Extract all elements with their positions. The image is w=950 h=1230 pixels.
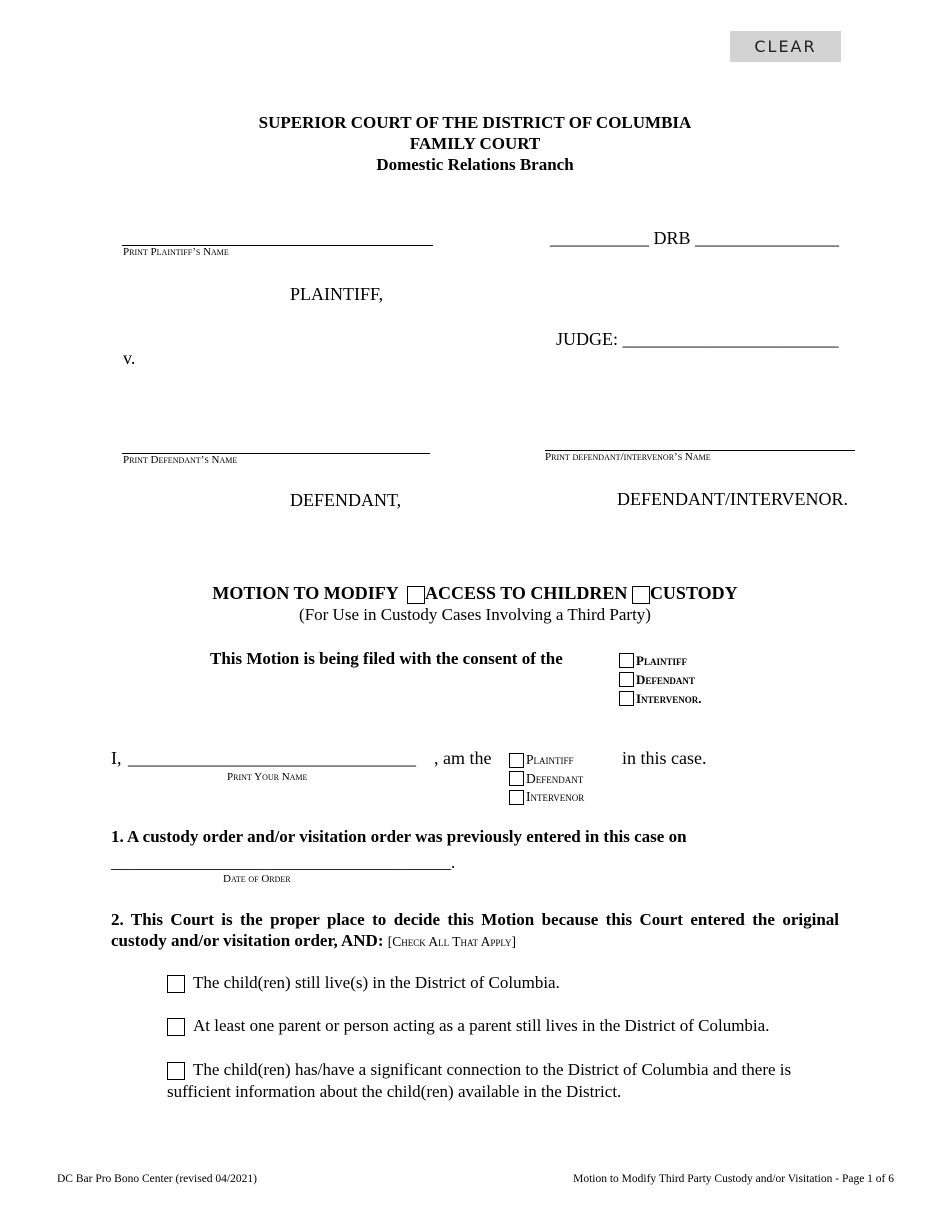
party-plaintiff-checkbox[interactable] (509, 753, 524, 768)
footer-left: DC Bar Pro Bono Center (revised 04/2021) (57, 1173, 257, 1185)
consent-plaintiff-checkbox[interactable] (619, 653, 634, 668)
consent-defendant-label: Defendant (636, 671, 695, 687)
option-significant-connection-label: The child(ren) has/have a significant connection to the District of Columbia and there is sufficient information about the child(ren) available in the District. (167, 1060, 792, 1101)
option-parent-lives-dc-checkbox[interactable] (167, 1018, 185, 1036)
section2-statement: 2. This Court is the proper place to decide this Motion because this Court entered the original custody and/or visitation order, AND: (111, 910, 839, 950)
access-to-children-checkbox[interactable] (407, 586, 425, 604)
court-name: SUPERIOR COURT OF THE DISTRICT OF COLUMBIA (258, 113, 692, 132)
defendant-name-field[interactable] (122, 436, 430, 454)
judge-field[interactable]: JUDGE: ________________________ (556, 329, 839, 349)
footer-right: Motion to Modify Third Party Custody and/or Visitation - Page 1 of 6 (573, 1173, 894, 1185)
party-name-field[interactable]: ________________________________ (128, 748, 416, 768)
court-branch: Domestic Relations Branch (376, 155, 574, 174)
section2-text (111, 909, 839, 952)
party-middle-text: , am the (434, 748, 492, 768)
court-division: FAMILY COURT (409, 134, 541, 153)
defendant-role: DEFENDANT, (290, 490, 402, 510)
option-child-lives-dc-checkbox[interactable] (167, 975, 185, 993)
defendant-name-label: Print Defendant’s Name (123, 454, 238, 466)
intervenor-name-label: Print defendant/intervenor’s Name (545, 451, 711, 463)
section2-option-1 (167, 973, 560, 993)
motion-subtitle: (For Use in Custody Cases Involving a Third Party) (299, 605, 651, 624)
consent-options (619, 651, 702, 708)
access-to-children-label: ACCESS TO CHILDREN (425, 583, 628, 603)
option-child-lives-dc-label: The child(ren) still live(s) in the District of Columbia. (193, 973, 560, 992)
section1-text: 1. A custody order and/or visitation order was previously entered in this case on (111, 827, 687, 846)
intervenor-role: DEFENDANT/INTERVENOR. (617, 489, 849, 509)
consent-intervenor-checkbox[interactable] (619, 691, 634, 706)
motion-title (0, 583, 950, 604)
section2-option-3 (167, 1059, 847, 1103)
plaintiff-name-field[interactable] (122, 228, 433, 246)
party-plaintiff-label: Plaintiff (526, 752, 574, 768)
case-number-field[interactable]: ___________ DRB ________________ (550, 228, 840, 248)
consent-plaintiff-label: Plaintiff (636, 652, 687, 668)
custody-checkbox[interactable] (632, 586, 650, 604)
party-options (509, 751, 584, 807)
plaintiff-name-label: Print Plaintiff’s Name (123, 246, 229, 258)
option-significant-connection-checkbox[interactable] (167, 1062, 185, 1080)
consent-intervenor-label: Intervenor. (636, 690, 702, 706)
section2-option-2 (167, 1016, 769, 1036)
party-intervenor-checkbox[interactable] (509, 790, 524, 805)
motion-title-prefix: MOTION TO MODIFY (212, 583, 399, 603)
custody-label: CUSTODY (649, 583, 738, 603)
party-name-label: Print Your Name (227, 771, 308, 783)
consent-defendant-checkbox[interactable] (619, 672, 634, 687)
party-defendant-checkbox[interactable] (509, 771, 524, 786)
order-date-label: Date of Order (223, 873, 291, 885)
option-parent-lives-dc-label: At least one parent or person acting as a parent still lives in the District of Columbia. (193, 1016, 770, 1035)
party-intervenor-label: Intervenor (526, 789, 585, 805)
clear-button[interactable]: CLEAR (730, 31, 841, 62)
versus-label: v. (123, 348, 136, 368)
section2-instruction: [Check All That Apply] (387, 934, 516, 949)
plaintiff-role: PLAINTIFF, (290, 284, 384, 304)
consent-text: This Motion is being filed with the consent of the (210, 649, 563, 668)
party-suffix: in this case. (622, 748, 707, 768)
order-date-field[interactable]: ________________________________________. (111, 853, 456, 872)
party-defendant-label: Defendant (526, 770, 584, 786)
party-prefix: I, (111, 748, 122, 768)
intervenor-name-field[interactable] (545, 433, 855, 451)
